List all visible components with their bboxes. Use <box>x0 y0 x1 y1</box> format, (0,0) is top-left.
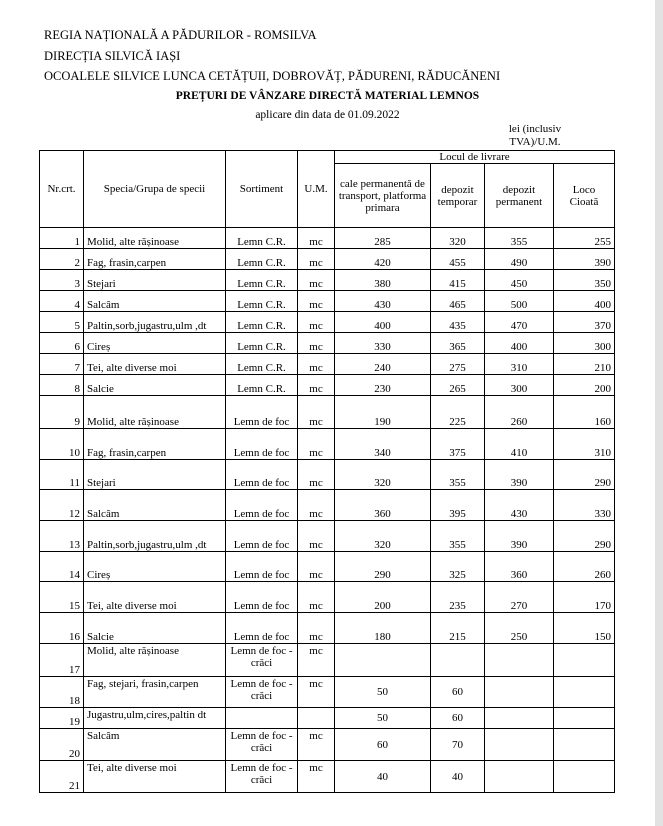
sortiment-cell: Lemn de foc <box>226 552 298 582</box>
table-row <box>40 729 615 761</box>
price-loco-cell: 370 <box>554 312 615 333</box>
row-number: 12 <box>40 490 84 521</box>
document-subtitle: aplicare din data de 01.09.2022 <box>255 109 400 121</box>
table-row <box>40 521 615 552</box>
price-depozit-temporar-cell: 235 <box>431 582 485 613</box>
table-row <box>40 582 615 613</box>
species-cell: Tei, alte diverse moi <box>84 582 226 613</box>
table-row <box>40 249 615 270</box>
price-depozit-permanent-cell <box>485 761 554 793</box>
sortiment-cell: Lemn de foc <box>226 582 298 613</box>
price-cale-cell: 50 <box>335 708 431 729</box>
price-depozit-temporar-cell: 60 <box>431 677 485 708</box>
price-depozit-temporar-cell: 355 <box>431 460 485 490</box>
species-cell: Molid, alte rășinoase <box>84 228 226 249</box>
um-cell: mc <box>298 460 335 490</box>
row-number: 18 <box>40 677 84 708</box>
price-depozit-permanent-cell: 490 <box>485 249 554 270</box>
table-row <box>40 312 615 333</box>
species-cell: Cireș <box>84 552 226 582</box>
row-number: 20 <box>40 729 84 761</box>
um-cell: mc <box>298 582 335 613</box>
species-cell: Stejari <box>84 270 226 291</box>
species-cell: Fag, frasin,carpen <box>84 429 226 460</box>
sortiment-cell: Lemn C.R. <box>226 333 298 354</box>
sortiment-cell: Lemn C.R. <box>226 228 298 249</box>
row-number: 3 <box>40 270 84 291</box>
price-depozit-permanent-cell: 430 <box>485 490 554 521</box>
row-number: 15 <box>40 582 84 613</box>
price-depozit-permanent-cell <box>485 644 554 677</box>
row-number: 14 <box>40 552 84 582</box>
sortiment-cell: Lemn C.R. <box>226 375 298 396</box>
price-table-body <box>40 228 615 793</box>
price-depozit-permanent-cell <box>485 729 554 761</box>
price-loco-cell: 350 <box>554 270 615 291</box>
sortiment-cell: Lemn C.R. <box>226 249 298 270</box>
sortiment-cell: Lemn de foc - crăci <box>226 729 298 761</box>
price-cale-cell: 285 <box>335 228 431 249</box>
price-depozit-temporar-cell: 365 <box>431 333 485 354</box>
table-row <box>40 644 615 677</box>
um-cell: mc <box>298 333 335 354</box>
price-depozit-temporar-cell: 325 <box>431 552 485 582</box>
sortiment-cell: Lemn de foc - crăci <box>226 761 298 793</box>
price-depozit-permanent-cell: 250 <box>485 613 554 644</box>
table-row <box>40 708 615 729</box>
species-cell: Molid, alte rășinoase <box>84 644 226 677</box>
price-loco-cell: 260 <box>554 552 615 582</box>
price-cale-cell: 40 <box>335 761 431 793</box>
species-cell: Salcâm <box>84 729 226 761</box>
row-number: 11 <box>40 460 84 490</box>
um-cell: mc <box>298 228 335 249</box>
col-header-loco: Loco Cioată <box>554 164 615 228</box>
um-cell: mc <box>298 312 335 333</box>
sortiment-cell: Lemn C.R. <box>226 270 298 291</box>
col-header-nr: Nr.crt. <box>40 151 84 228</box>
row-number: 2 <box>40 249 84 270</box>
table-row <box>40 613 615 644</box>
price-cale-cell: 50 <box>335 677 431 708</box>
price-depozit-permanent-cell <box>485 677 554 708</box>
um-cell: mc <box>298 375 335 396</box>
price-loco-cell: 300 <box>554 333 615 354</box>
row-number: 16 <box>40 613 84 644</box>
price-loco-cell: 255 <box>554 228 615 249</box>
price-cale-cell: 330 <box>335 333 431 354</box>
table-row <box>40 429 615 460</box>
row-number: 17 <box>40 644 84 677</box>
price-depozit-temporar-cell: 275 <box>431 354 485 375</box>
sortiment-cell: Lemn de foc <box>226 429 298 460</box>
col-header-depozit-permanent: depozit permanent <box>485 164 554 228</box>
row-number: 9 <box>40 396 84 429</box>
price-depozit-temporar-cell: 320 <box>431 228 485 249</box>
species-cell: Jugastru,ulm,cires,paltin dt <box>84 708 226 729</box>
table-row <box>40 354 615 375</box>
um-cell: mc <box>298 354 335 375</box>
species-cell: Tei, alte diverse moi <box>84 761 226 793</box>
price-cale-cell: 230 <box>335 375 431 396</box>
row-number: 10 <box>40 429 84 460</box>
price-cale-cell: 380 <box>335 270 431 291</box>
price-cale-cell: 200 <box>335 582 431 613</box>
species-cell: Fag, stejari, frasin,carpen <box>84 677 226 708</box>
sortiment-cell: Lemn de foc - crăci <box>226 644 298 677</box>
col-header-um: U.M. <box>298 151 335 228</box>
row-number: 13 <box>40 521 84 552</box>
um-cell: mc <box>298 552 335 582</box>
price-depozit-permanent-cell: 410 <box>485 429 554 460</box>
price-loco-cell: 200 <box>554 375 615 396</box>
species-cell: Paltin,sorb,jugastru,ulm ,dt <box>84 312 226 333</box>
price-cale-cell: 320 <box>335 521 431 552</box>
price-depozit-temporar-cell: 40 <box>431 761 485 793</box>
price-depozit-permanent-cell: 310 <box>485 354 554 375</box>
col-header-delivery: Locul de livrare <box>335 151 615 164</box>
sortiment-cell <box>226 708 298 729</box>
sortiment-cell: Lemn C.R. <box>226 291 298 312</box>
sortiment-cell: Lemn de foc <box>226 490 298 521</box>
row-number: 8 <box>40 375 84 396</box>
row-number: 1 <box>40 228 84 249</box>
price-depozit-permanent-cell: 270 <box>485 582 554 613</box>
price-depozit-permanent-cell: 360 <box>485 552 554 582</box>
price-depozit-permanent-cell: 355 <box>485 228 554 249</box>
price-depozit-temporar-cell <box>431 644 485 677</box>
price-cale-cell <box>335 644 431 677</box>
price-depozit-permanent-cell <box>485 708 554 729</box>
col-header-species: Specia/Grupa de specii <box>84 151 226 228</box>
unit-note-line2: TVA)/U.M. <box>509 136 561 148</box>
price-loco-cell: 400 <box>554 291 615 312</box>
row-number: 5 <box>40 312 84 333</box>
price-loco-cell <box>554 644 615 677</box>
table-row <box>40 490 615 521</box>
price-loco-cell: 170 <box>554 582 615 613</box>
price-depozit-temporar-cell: 455 <box>431 249 485 270</box>
price-cale-cell: 430 <box>335 291 431 312</box>
price-depozit-temporar-cell: 355 <box>431 521 485 552</box>
document-title: PREȚURI DE VÂNZARE DIRECTĂ MATERIAL LEMNOS <box>175 90 480 102</box>
price-cale-cell: 180 <box>335 613 431 644</box>
price-loco-cell: 290 <box>554 460 615 490</box>
um-cell: mc <box>298 291 335 312</box>
um-cell <box>298 708 335 729</box>
price-depozit-temporar-cell: 435 <box>431 312 485 333</box>
price-loco-cell: 210 <box>554 354 615 375</box>
price-depozit-permanent-cell: 450 <box>485 270 554 291</box>
sortiment-cell: Lemn de foc <box>226 460 298 490</box>
price-depozit-temporar-cell: 465 <box>431 291 485 312</box>
table-row <box>40 552 615 582</box>
price-depozit-permanent-cell: 260 <box>485 396 554 429</box>
col-header-depozit-temporar: depozit temporar <box>431 164 485 228</box>
price-cale-cell: 320 <box>335 460 431 490</box>
header-offices: OCOALELE SILVICE LUNCA CETĂȚUII, DOBROVĂȚ, PĂDURENI, RĂDUCĂNENI <box>44 69 501 83</box>
price-depozit-permanent-cell: 470 <box>485 312 554 333</box>
row-number: 4 <box>40 291 84 312</box>
row-number: 21 <box>40 761 84 793</box>
price-table <box>39 150 615 793</box>
price-depozit-permanent-cell: 390 <box>485 521 554 552</box>
price-loco-cell: 390 <box>554 249 615 270</box>
price-loco-cell <box>554 708 615 729</box>
price-cale-cell: 360 <box>335 490 431 521</box>
species-cell: Fag, frasin,carpen <box>84 249 226 270</box>
species-cell: Salcie <box>84 375 226 396</box>
table-row <box>40 291 615 312</box>
price-depozit-temporar-cell: 215 <box>431 613 485 644</box>
um-cell: mc <box>298 761 335 793</box>
price-loco-cell: 160 <box>554 396 615 429</box>
price-loco-cell: 330 <box>554 490 615 521</box>
row-number: 6 <box>40 333 84 354</box>
row-number: 7 <box>40 354 84 375</box>
price-loco-cell: 290 <box>554 521 615 552</box>
species-cell: Salcâm <box>84 291 226 312</box>
price-depozit-permanent-cell: 400 <box>485 333 554 354</box>
species-cell: Salcâm <box>84 490 226 521</box>
price-cale-cell: 420 <box>335 249 431 270</box>
table-row <box>40 375 615 396</box>
price-loco-cell <box>554 677 615 708</box>
price-loco-cell <box>554 729 615 761</box>
um-cell: mc <box>298 677 335 708</box>
species-cell: Tei, alte diverse moi <box>84 354 226 375</box>
price-loco-cell: 310 <box>554 429 615 460</box>
species-cell: Salcie <box>84 613 226 644</box>
price-depozit-permanent-cell: 300 <box>485 375 554 396</box>
row-number: 19 <box>40 708 84 729</box>
price-cale-cell: 60 <box>335 729 431 761</box>
price-loco-cell: 150 <box>554 613 615 644</box>
price-cale-cell: 340 <box>335 429 431 460</box>
species-cell: Stejari <box>84 460 226 490</box>
price-loco-cell <box>554 761 615 793</box>
species-cell: Cireș <box>84 333 226 354</box>
um-cell: mc <box>298 644 335 677</box>
price-depozit-temporar-cell: 395 <box>431 490 485 521</box>
um-cell: mc <box>298 729 335 761</box>
price-cale-cell: 240 <box>335 354 431 375</box>
table-row <box>40 333 615 354</box>
sortiment-cell: Lemn de foc <box>226 521 298 552</box>
table-row <box>40 677 615 708</box>
price-depozit-permanent-cell: 390 <box>485 460 554 490</box>
price-depozit-temporar-cell: 415 <box>431 270 485 291</box>
table-row <box>40 270 615 291</box>
table-row <box>40 228 615 249</box>
um-cell: mc <box>298 521 335 552</box>
um-cell: mc <box>298 613 335 644</box>
sortiment-cell: Lemn C.R. <box>226 312 298 333</box>
price-depozit-temporar-cell: 60 <box>431 708 485 729</box>
um-cell: mc <box>298 249 335 270</box>
price-depozit-temporar-cell: 375 <box>431 429 485 460</box>
page-edge <box>655 0 663 826</box>
sortiment-cell: Lemn de foc <box>226 396 298 429</box>
um-cell: mc <box>298 396 335 429</box>
table-row <box>40 396 615 429</box>
um-cell: mc <box>298 270 335 291</box>
table-row <box>40 761 615 793</box>
price-depozit-temporar-cell: 70 <box>431 729 485 761</box>
price-cale-cell: 290 <box>335 552 431 582</box>
sortiment-cell: Lemn de foc - crăci <box>226 677 298 708</box>
price-cale-cell: 400 <box>335 312 431 333</box>
um-cell: mc <box>298 490 335 521</box>
header-directorate: DIRECȚIA SILVICĂ IAȘI <box>44 49 181 63</box>
price-depozit-temporar-cell: 225 <box>431 396 485 429</box>
header-org: REGIA NAȚIONALĂ A PĂDURILOR - ROMSILVA <box>44 28 317 42</box>
price-depozit-permanent-cell: 500 <box>485 291 554 312</box>
species-cell: Paltin,sorb,jugastru,ulm ,dt <box>84 521 226 552</box>
um-cell: mc <box>298 429 335 460</box>
table-row <box>40 460 615 490</box>
price-depozit-temporar-cell: 265 <box>431 375 485 396</box>
price-cale-cell: 190 <box>335 396 431 429</box>
species-cell: Molid, alte rășinoase <box>84 396 226 429</box>
unit-note-line1: lei (inclusiv <box>508 123 562 135</box>
unit-note <box>475 123 595 149</box>
sortiment-cell: Lemn de foc <box>226 613 298 644</box>
sortiment-cell: Lemn C.R. <box>226 354 298 375</box>
col-header-sortiment: Sortiment <box>226 151 298 228</box>
col-header-cale: cale permanentă de transport, platforma primara <box>335 164 431 228</box>
